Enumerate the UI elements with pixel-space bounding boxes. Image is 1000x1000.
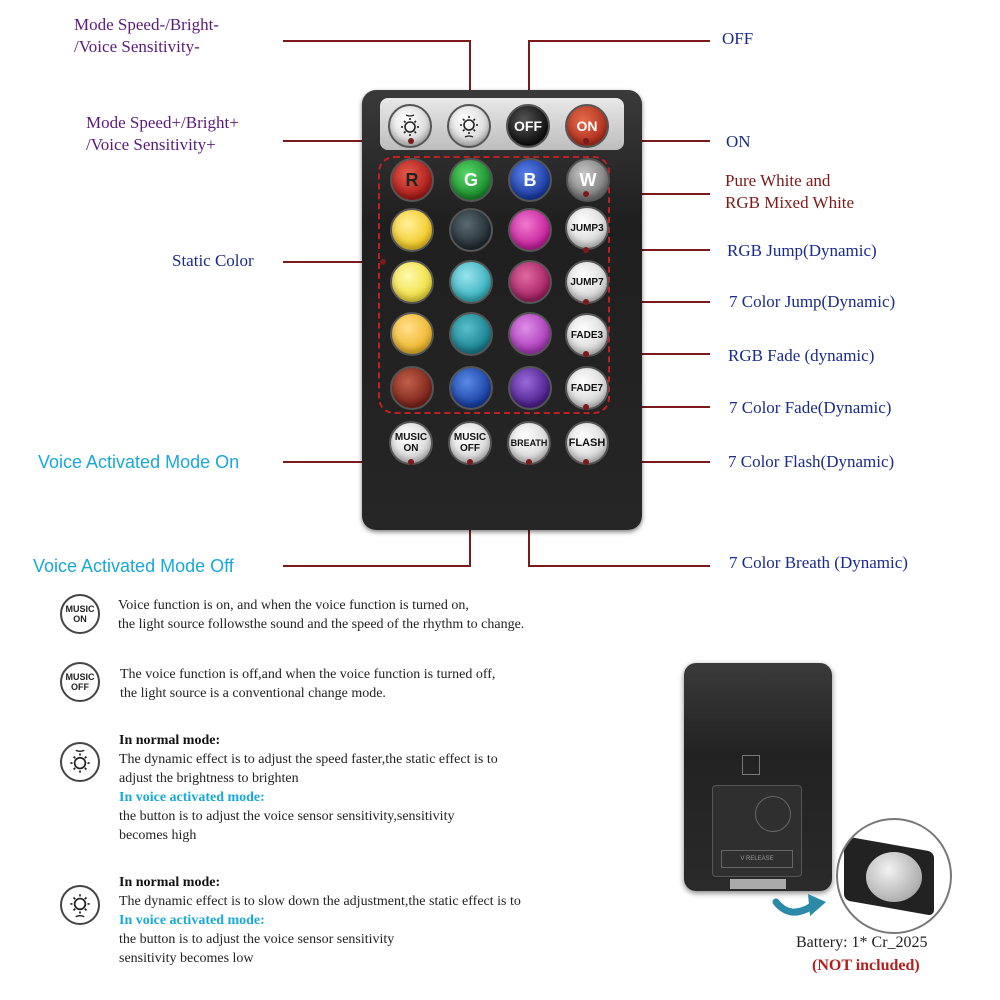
callout-dot	[583, 191, 589, 197]
desc-line: the button is to adjust the voice sensor sensitivity,sensitivity	[119, 809, 455, 824]
callout-dot	[380, 259, 386, 265]
label-fade7: 7 Color Fade(Dynamic)	[729, 398, 892, 417]
music-off-label-top: MUSIC	[453, 432, 487, 443]
desc-line: The dynamic effect is to slow down the adjustment,the static effect is to	[119, 894, 521, 909]
speed-down-description	[119, 873, 521, 968]
music-off-description	[120, 665, 495, 703]
speed-down-icon	[60, 885, 100, 925]
label-line: /Voice Sensitivity-	[74, 37, 200, 56]
label-rgb-jump: RGB Jump(Dynamic)	[727, 241, 877, 260]
voice-mode-title: In voice activated mode:	[119, 913, 265, 928]
color-button-teal[interactable]	[449, 312, 493, 356]
music-on-label-top: MUSIC	[394, 432, 428, 443]
color-button-crimson[interactable]	[508, 260, 552, 304]
music-off-icon	[60, 662, 100, 702]
voice-mode-title: In voice activated mode:	[119, 790, 265, 805]
desc-line: The voice function is off,and when the voice function is turned off,	[120, 667, 496, 682]
recycle-bin-icon	[742, 755, 760, 775]
callout-dot	[583, 351, 589, 357]
label-voice-on: Voice Activated Mode On	[38, 452, 240, 472]
icon-text: MUSIC	[65, 672, 95, 682]
normal-mode-title: In normal mode:	[119, 733, 221, 748]
color-button-orange-yellow[interactable]	[390, 312, 434, 356]
battery-label: Battery: 1* Cr_2025	[796, 934, 928, 951]
label-voice-off: Voice Activated Mode Off	[33, 556, 234, 576]
music-on-label-bottom: ON	[403, 443, 419, 454]
blue-button[interactable]: B	[508, 158, 552, 202]
label-line: /Voice Sensitivity+	[86, 135, 216, 154]
callout-line	[528, 40, 710, 42]
callout-dot	[583, 299, 589, 305]
label-line: Pure White and	[725, 171, 831, 190]
breath-button[interactable]: BREATH	[507, 421, 551, 465]
desc-line: The dynamic effect is to adjust the speed faster,the static effect is to	[119, 752, 498, 767]
label-off: OFF	[722, 29, 754, 48]
flash-button[interactable]: FLASH	[565, 421, 609, 465]
desc-line: the button is to adjust the voice sensor sensitivity	[119, 932, 395, 947]
icon-text: OFF	[71, 682, 89, 692]
callout-dot	[583, 459, 589, 465]
label-flash: 7 Color Flash(Dynamic)	[728, 452, 895, 471]
icon-text: ON	[73, 614, 87, 624]
on-button[interactable]: ON	[565, 104, 609, 148]
callout-line	[528, 565, 710, 567]
off-button[interactable]: OFF	[506, 104, 550, 148]
desc-line: the light source is a conventional change mode.	[120, 686, 386, 701]
callout-dot	[583, 138, 589, 144]
battery-compartment	[712, 785, 802, 877]
music-on-description	[118, 596, 524, 634]
color-button-royal-blue[interactable]	[449, 366, 493, 410]
label-mode-speed-minus	[74, 14, 219, 58]
desc-line: sensitivity becomes low	[119, 951, 254, 966]
label-static-color: Static Color	[172, 251, 254, 270]
label-line: RGB Mixed White	[725, 193, 855, 212]
callout-line	[283, 40, 471, 42]
color-button-brown[interactable]	[390, 366, 434, 410]
color-button-orchid[interactable]	[508, 312, 552, 356]
red-button[interactable]: R	[390, 158, 434, 202]
desc-line: adjust the brightness to brighten	[119, 771, 299, 786]
label-jump7: 7 Color Jump(Dynamic)	[729, 292, 896, 311]
fade7-button[interactable]: FADE7	[565, 366, 609, 410]
callout-dot	[467, 459, 473, 465]
callout-dot	[408, 459, 414, 465]
callout-dot	[526, 459, 532, 465]
speed-up-icon	[60, 742, 100, 782]
label-line: Mode Speed-/Bright-	[74, 15, 219, 34]
label-mode-speed-plus	[86, 112, 239, 156]
jump7-button[interactable]: JUMP7	[565, 260, 609, 304]
color-button-yellow[interactable]	[390, 208, 434, 252]
battery-note: (NOT included)	[812, 957, 920, 974]
speed-up-description	[119, 731, 498, 845]
remote-back-photo	[684, 663, 832, 891]
callout-dot	[583, 404, 589, 410]
coin-battery	[866, 852, 922, 902]
desc-line: becomes high	[119, 828, 197, 843]
white-button[interactable]: W	[566, 158, 610, 202]
normal-mode-title: In normal mode:	[119, 875, 221, 890]
coin-outline	[755, 796, 791, 832]
desc-line: Voice function is on, and when the voice function is turned on,	[118, 598, 469, 613]
callout-dot	[408, 138, 414, 144]
label-line: Mode Speed+/Bright+	[86, 113, 239, 132]
green-button[interactable]: G	[449, 158, 493, 202]
arrow-icon	[770, 880, 830, 930]
sun-down-icon	[396, 112, 424, 140]
speed-plus-button[interactable]	[447, 104, 491, 148]
label-on: ON	[726, 132, 751, 151]
sun-up-icon	[455, 112, 483, 140]
sun-up-icon	[65, 747, 95, 777]
music-on-icon	[60, 594, 100, 634]
label-breath: 7 Color Breath (Dynamic)	[729, 553, 908, 572]
fade3-button[interactable]: FADE3	[565, 313, 609, 357]
color-button-cyan[interactable]	[449, 260, 493, 304]
battery-tray-circle	[836, 818, 952, 934]
label-pure-white	[725, 170, 854, 214]
icon-text: MUSIC	[65, 604, 95, 614]
callout-dot	[583, 247, 589, 253]
sun-down-icon	[65, 890, 95, 920]
release-tab: V RELEASE	[721, 850, 793, 868]
color-button-dark-teal[interactable]	[449, 208, 493, 252]
jump3-button[interactable]: JUMP3	[565, 206, 609, 250]
label-rgb-fade: RGB Fade (dynamic)	[728, 346, 875, 365]
color-button-light-yellow[interactable]	[390, 260, 434, 304]
music-off-label-bottom: OFF	[460, 443, 480, 454]
color-button-purple[interactable]	[508, 366, 552, 410]
desc-line: the light source followsthe sound and the speed of the rhythm to change.	[118, 617, 525, 632]
color-button-magenta[interactable]	[508, 208, 552, 252]
callout-line	[283, 565, 471, 567]
